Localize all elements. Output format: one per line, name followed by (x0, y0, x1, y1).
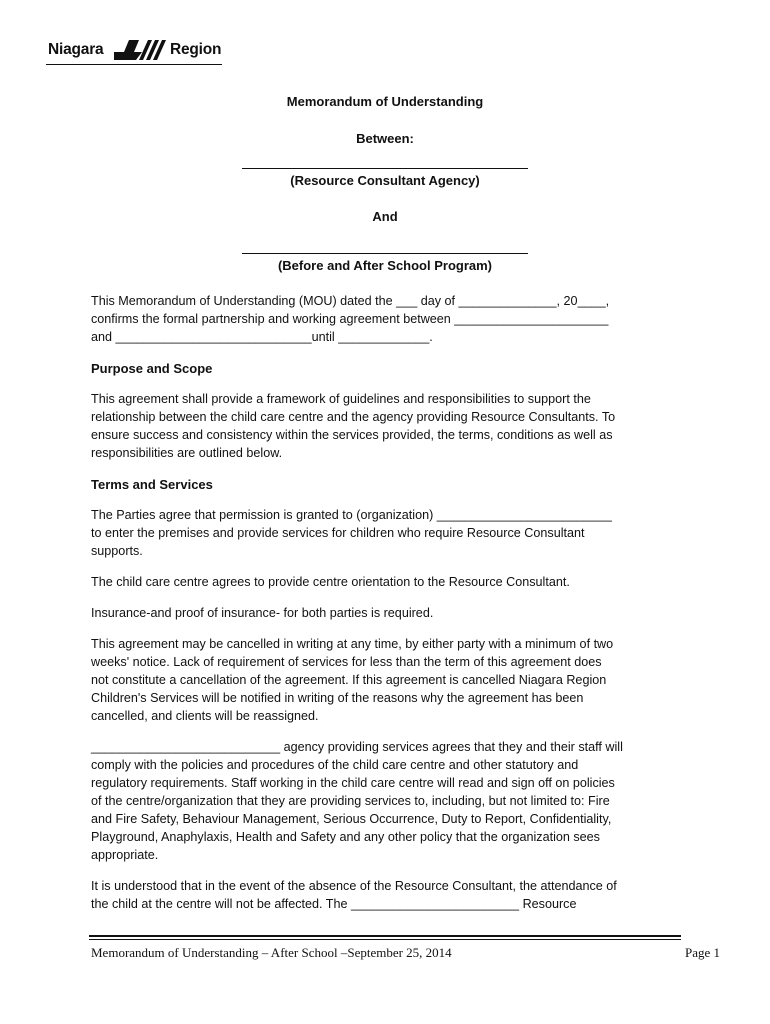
niagara-region-logo (46, 38, 222, 68)
terms-line: supports. (91, 544, 143, 558)
terms-line: the child at the centre will not be affected. The ________________________ Resource (91, 897, 577, 911)
intro-line: confirms the formal partnership and working agreement between ______________________ (91, 312, 609, 326)
intro-line: and ____________________________until _____________. (91, 330, 433, 344)
between-label: Between: (356, 131, 414, 146)
terms-line: This agreement may be cancelled in writing at any time, by either party with a minimum of two (91, 637, 614, 651)
logo-left-word: Niagara (48, 41, 104, 58)
party1-label: (Resource Consultant Agency) (290, 173, 480, 188)
party2-label: (Before and After School Program) (277, 258, 493, 273)
terms-line: ___________________________ agency providing services agrees that they and their staff will (91, 740, 623, 754)
terms-line: to enter the premises and provide services for children who require Resource Consultant (91, 526, 585, 540)
terms-line: comply with the policies and procedures of the child care centre and other statutory and (91, 758, 579, 772)
intro-paragraph (91, 292, 691, 346)
terms-paragraph-4 (91, 635, 691, 725)
terms-paragraph-2 (91, 573, 691, 591)
logo-right-word: Region (170, 41, 222, 58)
terms-line: regulatory requirements. Staff working in the child care centre will read and sign off on policies (91, 776, 615, 790)
terms-line: The Parties agree that permission is granted to (organization) _________________________ (91, 508, 612, 522)
purpose-line: ensure success and consistency within the services provided, the terms, conditions as well as (91, 428, 613, 442)
terms-paragraph-1 (91, 506, 691, 560)
terms-line: Insurance-and proof of insurance- for both parties is required. (91, 606, 434, 620)
terms-paragraph-3 (91, 604, 691, 622)
terms-line: Playground, Anaphylaxis, Health and Safety and any other policy that the organization sees (91, 830, 600, 844)
purpose-heading: Purpose and Scope (91, 361, 213, 376)
document-title: Memorandum of Understanding (286, 94, 484, 109)
terms-paragraph-6 (91, 877, 691, 913)
footer-rule (89, 935, 681, 937)
purpose-paragraph (91, 390, 691, 462)
terms-line: The child care centre agrees to provide centre orientation to the Resource Consultant. (91, 575, 570, 589)
terms-heading: Terms and Services (91, 477, 213, 492)
terms-line: appropriate. (91, 848, 159, 862)
terms-line: It is understood that in the event of the absence of the Resource Consultant, the attendance of (91, 879, 617, 893)
intro-line: This Memorandum of Understanding (MOU) dated the ___ day of ______________, 20____, (91, 294, 610, 308)
purpose-line: responsibilities are outlined below. (91, 446, 283, 460)
terms-line: and Fire Safety, Behaviour Management, Serious Occurrence, Duty to Report, Confidentiality, (91, 812, 612, 826)
terms-line: not constitute a cancellation of the agreement. If this agreement is cancelled Niagara Region (91, 673, 607, 687)
logo-mark-icon (112, 39, 168, 61)
purpose-line: This agreement shall provide a framework of guidelines and responsibilities to support the (91, 392, 591, 406)
terms-line: cancelled, and clients will be reassigned. (91, 709, 319, 723)
terms-line: Children's Services will be notified in writing of the reasons why the agreement has been (91, 691, 584, 705)
footer-rule (89, 939, 681, 940)
party2-signature-line (242, 253, 528, 254)
footer-document-title: Memorandum of Understanding – After School –September 25, 2014 (91, 945, 452, 960)
terms-paragraph-5 (91, 738, 691, 864)
terms-line: weeks' notice. Lack of requirement of services for less than the term of this agreement does (91, 655, 602, 669)
page-number: Page 1 (684, 945, 720, 960)
terms-line: of the centre/organization that they are providing services to, including, but not limited to: Fire (91, 794, 610, 808)
and-label: And (372, 209, 398, 224)
logo-underline (46, 64, 222, 65)
party1-signature-line (242, 168, 528, 169)
purpose-line: relationship between the child care centre and the agency providing Resource Consultants. To (91, 410, 616, 424)
